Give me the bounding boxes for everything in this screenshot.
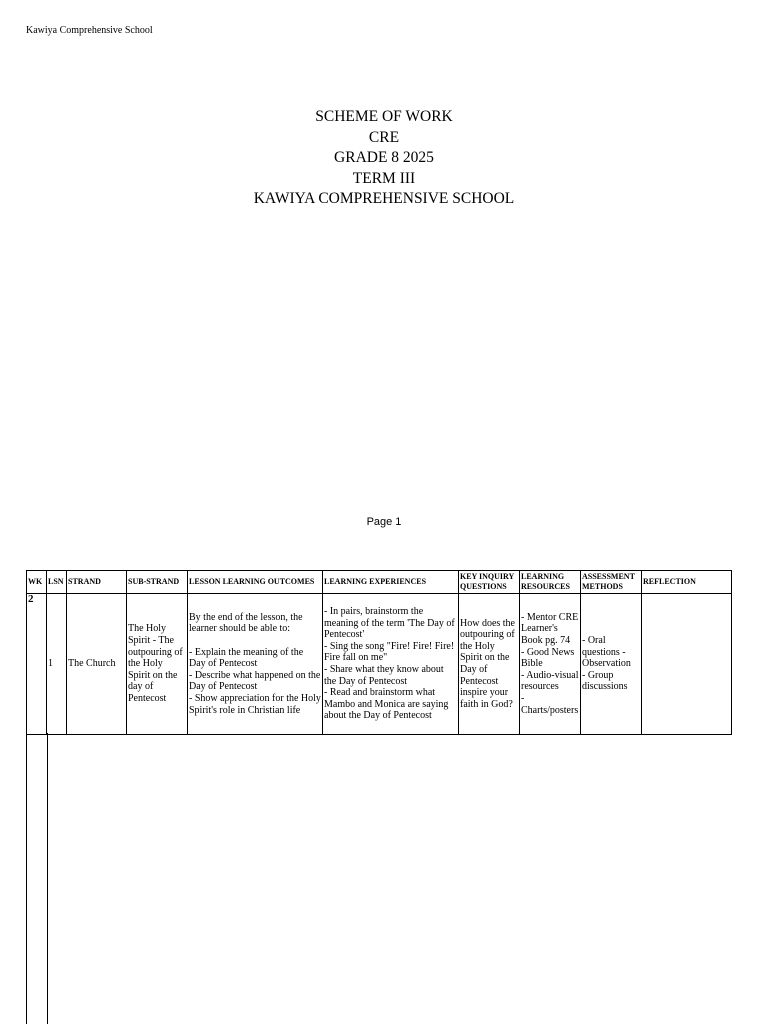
cell-reflection [642,594,732,735]
cell-key-inquiry-questions: How does the outpouring of the Holy Spirit on the Day of Pentecost inspire your faith in God? [459,594,520,735]
header-lsn: LSN [47,571,67,594]
header-strand: STRAND [67,571,127,594]
cell-learning-resources: - Mentor CRE Learner's Book pg. 74 - Good News Bible - Audio-visual resources - Charts/posters [520,594,581,735]
title-line-grade: GRADE 8 2025 [334,149,434,166]
cell-lsn: 1 [47,594,67,735]
school-header-note: Kawiya Comprehensive School [26,25,153,36]
header-reflection: REFLECTION [642,571,732,594]
title-line-subject: CRE [368,128,400,146]
title-line-scheme: SCHEME OF WORK [315,108,453,125]
header-assessment-methods: ASSESSMENT METHODS [581,571,642,594]
header-learning-outcomes: LESSON LEARNING OUTCOMES [188,571,323,594]
cell-sub-strand: The Holy Spirit - The outpouring of the Holy Spirit on the day of Pentecost [127,594,188,735]
cell-wk: 2 [27,594,47,735]
cell-learning-outcomes: By the end of the lesson, the learner should be able to: - Explain the meaning of the Day of Pentecost - Describe what happened on the Day of Pentecost - Show appreciation for the Holy Spirit's role in Christian life [188,594,323,735]
page-number: Page 1 [366,516,402,528]
scheme-of-work-table [26,570,732,735]
header-key-inquiry-questions: KEY INQUIRY QUESTIONS [459,571,520,594]
cell-assessment-methods: - Oral questions - Observation - Group discussions [581,594,642,735]
cell-strand: The Church [67,594,127,735]
table-row [27,594,732,735]
document-title-block [0,107,768,210]
header-learning-experiences: LEARNING EXPERIENCES [323,571,459,594]
table-header-row [27,571,732,594]
title-line-term: TERM III [352,169,416,187]
cell-learning-experiences: - In pairs, brainstorm the meaning of the term 'The Day of Pentecost' - Sing the song "Fire! Fire! Fire! Fire fall on me" - Share what they know about the Day of Pentecost - Read and brainstorm what Mambo and Monica are saying about the Day of Pentecost [323,594,459,735]
title-line-school: KAWIYA COMPREHENSIVE SCHOOL [253,190,515,207]
header-learning-resources: LEARNING RESOURCES [520,571,581,594]
header-sub-strand: SUB-STRAND [127,571,188,594]
header-wk: WK [27,571,47,594]
week-column-continuation [26,733,48,1024]
